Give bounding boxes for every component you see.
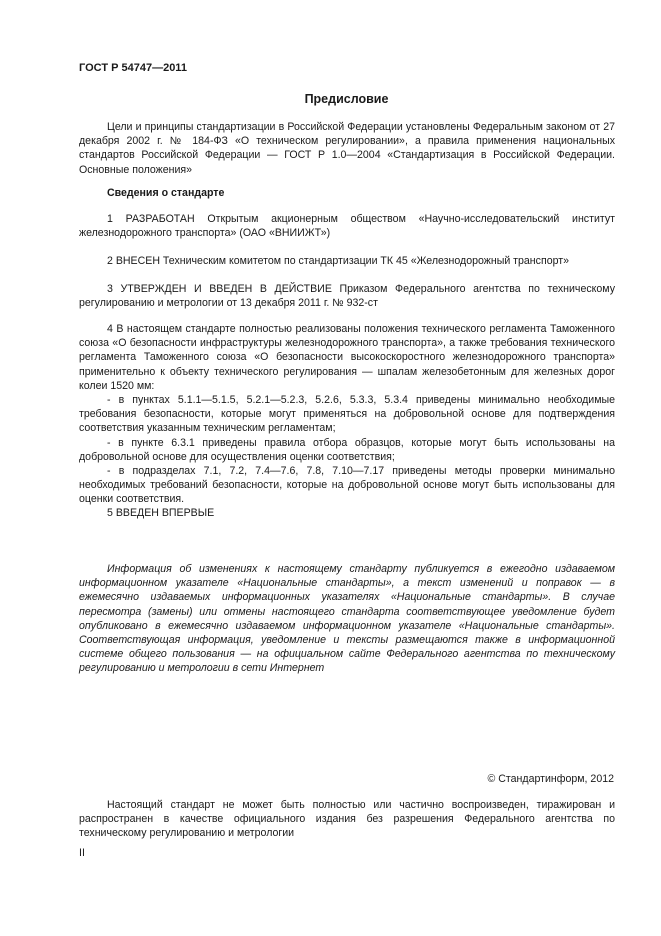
item-3-paragraph: 3 УТВЕРЖДЕН И ВВЕДЕН В ДЕЙСТВИЕ Приказом Федерального агентства по техническому регулированию и метрологии от 13 декабря 2011 г. № 932-ст (79, 283, 615, 310)
item-5-paragraph: 5 ВВЕДЕН ВПЕРВЫЕ (107, 507, 215, 519)
item-4-bullet-3: - в подразделах 7.1, 7.2, 7.4—7.6, 7.8, 7.10—7.17 приведены методы проверки минимально необходимых требований безопасности, которые на добровольной основе могут быть использованы для оценки соответствия. (79, 465, 615, 506)
page-title: Предисловие (304, 92, 389, 106)
reproduction-section (79, 798, 615, 841)
item-1-paragraph: 1 РАЗРАБОТАН Открытым акционерным обществом «Научно-исследовательский институт железнодорожного транспорта» (ОАО «ВНИИЖТ») (79, 213, 615, 240)
intro-section (79, 120, 615, 177)
notice-section (79, 562, 615, 676)
document-header: ГОСТ Р 54747—2011 (79, 62, 187, 74)
item-4-bullet-2: - в пункте 6.3.1 приведены правила отбора образцов, которые могут быть использованы на добровольной основе для осуществления оценки соответствия; (79, 436, 615, 463)
item-4-section (79, 322, 615, 507)
reproduction-paragraph: Настоящий стандарт не может быть полностью или частично воспроизведен, тиражирован и распространен в качестве официального издания без разрешения Федерального агентства по техническому регулированию и метрологии (79, 799, 615, 840)
page-number: II (79, 847, 85, 859)
item-2-section (79, 254, 615, 268)
copyright-line: © Стандартинформ, 2012 (487, 773, 614, 785)
item-4-bullet-1: - в пунктах 5.1.1—5.1.5, 5.2.1—5.2.3, 5.2.6, 5.3.3, 5.3.4 приведены минимально необходимые требования безопасности, которые могут применяться на добровольной основе для подтверждения соответствия указанным техническим регламентам; (79, 394, 615, 435)
item-2-paragraph: 2 ВНЕСЕН Техническим комитетом по стандартизации ТК 45 «Железнодорожный транспорт» (107, 255, 569, 267)
item-3-section (79, 282, 615, 310)
item-5-section (79, 506, 615, 520)
item-1-section (79, 212, 615, 240)
info-heading: Сведения о стандарте (107, 187, 225, 199)
item-4-paragraph: 4 В настоящем стандарте полностью реализованы положения технического регламента Таможенного союза «О безопасности инфраструктуры железнодорожного транспорта», а также требования технического регламента Таможенного союза «О безопасности высокоскоростного железнодорожного транспорта» применительно к объекту технического регулирования — шпалам железобетонным для железных дорог колеи 1520 мм: (79, 323, 615, 392)
intro-paragraph: Цели и принципы стандартизации в Российской Федерации установлены Федеральным законом от 27 декабря 2002 г. № 184-ФЗ «О техническом регулировании», а правила применения национальных стандартов Российской Федерации — ГОСТ Р 1.0—2004 «Стандартизация в Российской Федерации. Основные положения» (79, 121, 615, 176)
notice-paragraph: Информация об изменениях к настоящему стандарту публикуется в ежегодно издаваемом информационном указателе «Национальные стандарты», а текст изменений и поправок — в ежемесячно издаваемых информационных указателях «Национальные стандарты». В случае пересмотра (замены) или отмены настоящего стандарта соответствующее уведомление будет опубликовано в ежемесячно издаваемом информационном указателе «Национальные стандарты». Соответствующая информация, уведомление и тексты размещаются также в информационной системе общего пользования — на официальном сайте Федерального агентства по техническому регулированию и метрологии в сети Интернет (79, 563, 615, 675)
